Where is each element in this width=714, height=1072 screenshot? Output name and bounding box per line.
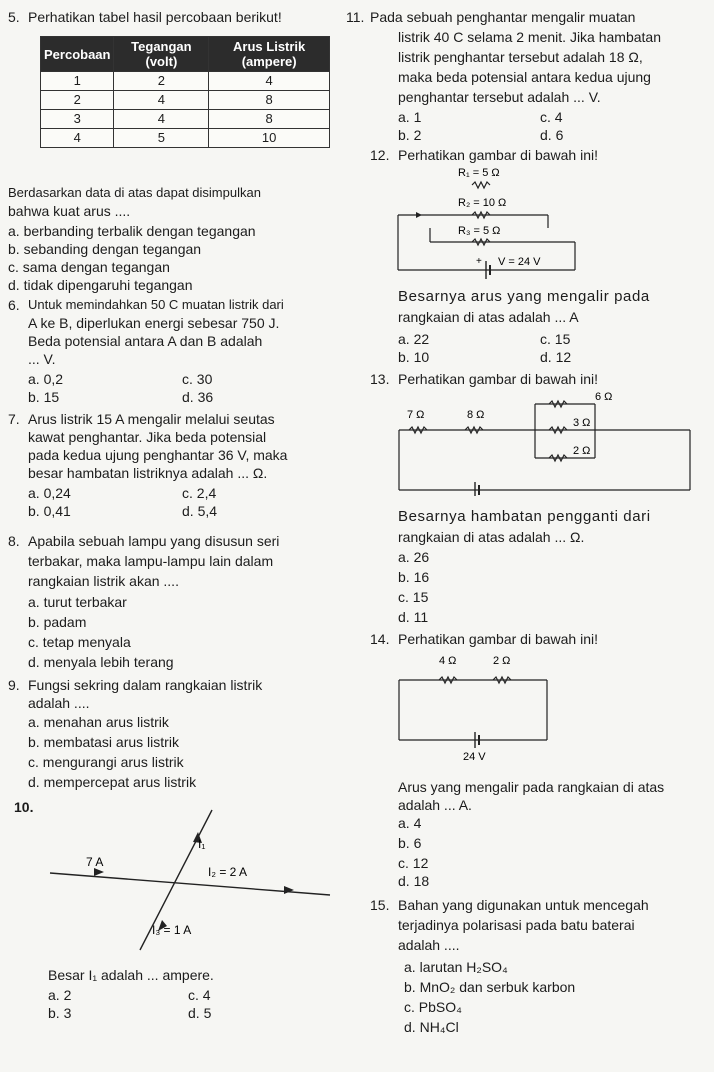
option-c[interactable] (540, 330, 570, 348)
option-a[interactable] (28, 593, 127, 611)
option-key: b. (28, 389, 40, 405)
option-a[interactable] (398, 548, 429, 566)
question-line: penghantar tersebut adalah ... V. (398, 89, 601, 105)
question-line: terjadinya polarisasi pada batu baterai (398, 917, 635, 933)
label-2ohm: 2 Ω (493, 655, 511, 667)
question-line: A ke B, diperlukan energi sebesar 750 J. (28, 315, 280, 331)
option-a[interactable] (398, 814, 421, 832)
option-text: tetap menyala (42, 634, 131, 650)
option-key: c. (404, 999, 415, 1015)
option-d[interactable] (188, 1004, 211, 1022)
option-text: 5 (203, 1005, 212, 1021)
table-cell: 2 (41, 91, 114, 110)
junction-diagram (40, 800, 340, 960)
option-key: a. (398, 109, 410, 125)
label-2ohm: 2 Ω (573, 445, 591, 457)
option-text: MnO₂ dan serbuk karbon (419, 979, 576, 995)
table-cell: 4 (41, 129, 114, 148)
option-b[interactable] (28, 388, 59, 406)
option-key: c. (182, 485, 193, 501)
table-cell: 10 (209, 129, 330, 148)
option-b[interactable] (404, 978, 575, 996)
option-c[interactable] (398, 588, 428, 606)
option-text: padam (43, 614, 87, 630)
option-text: 10 (413, 349, 430, 365)
option-c[interactable] (188, 986, 211, 1004)
option-c[interactable] (182, 370, 212, 388)
question-number: 7. (8, 411, 20, 427)
table-row (41, 129, 330, 148)
table-cell: 8 (209, 110, 330, 129)
question-stem: Perhatikan gambar di bawah ini! (398, 147, 599, 163)
option-c[interactable] (540, 108, 563, 126)
question-line: adalah .... (398, 937, 460, 953)
option-text: 0,24 (43, 485, 71, 501)
option-d[interactable] (540, 126, 563, 144)
table-row (41, 72, 330, 91)
arrow-i2-icon (284, 886, 294, 894)
table-row (41, 110, 330, 129)
option-a[interactable] (398, 108, 421, 126)
option-d[interactable] (398, 608, 428, 626)
label-r1: R₁ = 5 Ω (458, 167, 500, 179)
option-key: d. (28, 654, 40, 670)
option-text: membatasi arus listrik (43, 734, 179, 750)
option-text: berbanding terbalik dengan tegangan (23, 223, 256, 239)
question-stem: Perhatikan gambar di bawah ini! (398, 371, 599, 387)
option-d[interactable] (28, 773, 196, 791)
option-d[interactable] (28, 653, 174, 671)
question-line: pada kedua ujung penghantar 36 V, maka (28, 447, 288, 463)
option-b[interactable] (28, 733, 179, 751)
question-number: 11. (346, 9, 365, 25)
option-text: 26 (413, 549, 430, 565)
question-number: 14. (370, 631, 390, 647)
option-c[interactable] (182, 484, 216, 502)
option-key: d. (182, 389, 194, 405)
header-tegangan: Tegangan (volt) (114, 37, 209, 72)
option-text: 2,4 (196, 485, 217, 501)
label-r2: R₂ = 10 Ω (458, 197, 507, 209)
option-d[interactable] (404, 1018, 459, 1036)
option-key: b. (8, 241, 20, 257)
option-text: 22 (413, 331, 430, 347)
option-key: d. (540, 127, 552, 143)
label-3ohm: 3 Ω (573, 417, 591, 429)
question-line: rangkaian di atas adalah ... Ω. (398, 529, 585, 545)
option-key: b. (398, 349, 410, 365)
option-key: a. (28, 594, 40, 610)
arrow-current-icon (416, 212, 422, 218)
option-text: 12 (555, 349, 572, 365)
circuit-diagram-14 (395, 648, 555, 768)
option-key: a. (404, 959, 416, 975)
question-number: 8. (8, 533, 20, 549)
option-text: mengurangi arus listrik (42, 754, 184, 770)
label-24v: 24 V (463, 751, 486, 763)
option-key: a. (28, 371, 40, 387)
option-text: 0,41 (43, 503, 71, 519)
option-b[interactable] (398, 126, 421, 144)
option-key: b. (398, 569, 410, 585)
option-key: b. (404, 979, 416, 995)
question-line: Berdasarkan data di atas dapat disimpulkan (8, 185, 261, 200)
option-key: a. (398, 549, 410, 565)
question-line: rangkaian listrik akan .... (28, 573, 179, 589)
question-line: Besarnya arus yang mengalir pada (398, 288, 650, 305)
option-key: c. (188, 987, 199, 1003)
option-key: c. (540, 331, 551, 347)
arrow-7a-icon (94, 868, 104, 876)
option-c[interactable] (28, 753, 184, 771)
label-plus: + (476, 256, 482, 267)
table-cell: 2 (114, 72, 209, 91)
table-row (41, 91, 330, 110)
option-key: d. (398, 873, 410, 889)
option-text: 4 (202, 987, 211, 1003)
option-text: 15 (412, 589, 429, 605)
option-key: a. (8, 223, 20, 239)
question-stem: Perhatikan gambar di bawah ini! (398, 631, 599, 647)
option-key: c. (28, 634, 39, 650)
circuit-diagram-13 (395, 386, 695, 496)
option-text: 4 (413, 815, 422, 831)
option-key: a. (28, 485, 40, 501)
option-text: 36 (197, 389, 214, 405)
label-6ohm: 6 Ω (595, 391, 613, 403)
option-text: 1 (413, 109, 422, 125)
question-line: maka beda potensial antara kedua ujung (398, 69, 651, 85)
option-text: 3 (63, 1005, 72, 1021)
question-line: Arus yang mengalir pada rangkaian di atas (398, 779, 665, 795)
table-header-row (41, 37, 330, 72)
option-d[interactable] (182, 388, 213, 406)
table-cell: 3 (41, 110, 114, 129)
question-line: Arus listrik 15 A mengalir melalui seutas (28, 411, 275, 427)
option-text: 6 (413, 835, 422, 851)
option-text: menyala lebih terang (43, 654, 174, 670)
table-cell: 5 (114, 129, 209, 148)
option-key: b. (398, 127, 410, 143)
option-a[interactable] (398, 330, 429, 348)
option-b[interactable] (8, 240, 201, 258)
option-b[interactable] (48, 1004, 71, 1022)
option-key: d. (398, 609, 410, 625)
label-4ohm: 4 Ω (439, 655, 457, 667)
question-line: ... V. (28, 351, 56, 367)
option-d[interactable] (398, 872, 429, 890)
option-b[interactable] (28, 502, 71, 520)
option-key: a. (28, 714, 40, 730)
question-line: listrik penghantar tersebut adalah 18 Ω, (398, 49, 643, 65)
option-b[interactable] (398, 348, 429, 366)
question-line: Bahan yang digunakan untuk mencegah (398, 897, 649, 913)
label-voltage: V = 24 V (498, 256, 541, 268)
option-key: d. (188, 1005, 200, 1021)
option-b[interactable] (28, 613, 86, 631)
table-cell: 8 (209, 91, 330, 110)
question-line: adalah ... A. (398, 797, 472, 813)
option-a[interactable] (8, 222, 256, 240)
question-line: bahwa kuat arus .... (8, 203, 131, 219)
option-key: a. (398, 815, 410, 831)
question-line: kawat penghantar. Jika beda potensial (28, 429, 267, 445)
option-key: c. (182, 371, 193, 387)
option-text: larutan H₂SO₄ (419, 959, 508, 975)
option-key: c. (8, 259, 19, 275)
table-cell: 1 (41, 72, 114, 91)
question-line: Pada sebuah penghantar mengalir muatan (370, 9, 636, 25)
option-text: 11 (413, 609, 429, 625)
question-number: 12. (370, 147, 390, 163)
option-text: 4 (554, 109, 563, 125)
option-text: 16 (413, 569, 430, 585)
option-a[interactable] (48, 986, 71, 1004)
question-number: 6. (8, 297, 20, 313)
table-cell: 4 (114, 91, 209, 110)
question-line: listrik 40 C selama 2 menit. Jika hambatan (398, 29, 661, 45)
label-7ohm: 7 Ω (407, 409, 425, 421)
option-c[interactable] (8, 258, 170, 276)
option-key: c. (28, 754, 39, 770)
option-text: NH₄Cl (419, 1019, 459, 1035)
option-key: d. (540, 349, 552, 365)
option-text: tidak dipengaruhi tegangan (23, 277, 193, 293)
option-key: d. (182, 503, 194, 519)
label-8ohm: 8 Ω (467, 409, 485, 421)
option-a[interactable] (28, 370, 63, 388)
option-text: 0,2 (43, 371, 64, 387)
option-key: c. (540, 109, 551, 125)
option-text: menahan arus listrik (43, 714, 169, 730)
option-key: d. (404, 1019, 416, 1035)
label-r3: R₃ = 5 Ω (458, 225, 501, 237)
option-key: b. (48, 1005, 60, 1021)
question-line: terbakar, maka lampu-lampu lain dalam (28, 553, 274, 569)
question-line: besar hambatan listriknya adalah ... Ω. (28, 465, 268, 481)
header-arus: Arus Listrik (ampere) (209, 37, 330, 72)
label-i3: I₃ = 1 A (152, 923, 192, 937)
option-text: 12 (412, 855, 429, 871)
question-number: 10. (14, 799, 34, 815)
option-text: sama dengan tegangan (22, 259, 170, 275)
option-text: mempercepat arus listrik (43, 774, 197, 790)
option-text: sebanding dengan tegangan (23, 241, 202, 257)
question-line: adalah .... (28, 695, 90, 711)
question-line: Fungsi sekring dalam rangkaian listrik (28, 677, 263, 693)
option-key: c. (398, 855, 409, 871)
option-key: b. (28, 614, 40, 630)
question-line: Apabila sebuah lampu yang disusun seri (28, 533, 280, 549)
option-key: a. (398, 331, 410, 347)
question-line: Besarnya hambatan pengganti dari (398, 508, 651, 525)
data-table (40, 36, 330, 148)
label-i2: I₂ = 2 A (208, 865, 248, 879)
option-c[interactable] (28, 633, 131, 651)
table-cell: 4 (114, 110, 209, 129)
option-text: 18 (413, 873, 430, 889)
question-line: rangkaian di atas adalah ... A (398, 309, 579, 325)
option-text: 5,4 (197, 503, 218, 519)
table-cell: 4 (209, 72, 330, 91)
option-key: a. (48, 987, 60, 1003)
option-a[interactable] (404, 958, 508, 976)
option-b[interactable] (398, 834, 421, 852)
option-c[interactable] (398, 854, 428, 872)
option-b[interactable] (398, 568, 429, 586)
question-line: Untuk memindahkan 50 C muatan listrik dari (28, 297, 284, 312)
option-d[interactable] (540, 348, 571, 366)
option-text: 2 (63, 987, 72, 1003)
option-d[interactable] (182, 502, 217, 520)
option-text: 15 (554, 331, 571, 347)
option-a[interactable] (28, 484, 71, 502)
question-stem: Perhatikan tabel hasil percobaan berikut! (28, 9, 282, 25)
option-text: PbSO₄ (418, 999, 462, 1015)
circuit-diagram-12 (390, 160, 590, 280)
question-number: 15. (370, 897, 390, 913)
question-line: Beda potensial antara A dan B adalah (28, 333, 263, 349)
option-text: 6 (555, 127, 564, 143)
option-key: c. (398, 589, 409, 605)
question-number: 9. (8, 677, 20, 693)
question-stem: Besar I₁ adalah ... ampere. (48, 967, 214, 983)
option-key: d. (28, 774, 40, 790)
option-key: b. (28, 503, 40, 519)
option-text: 2 (413, 127, 422, 143)
header-percobaan: Percobaan (41, 37, 114, 72)
option-text: turut terbakar (43, 594, 127, 610)
option-key: b. (28, 734, 40, 750)
resistor-r1-icon (472, 182, 490, 188)
option-key: b. (398, 835, 410, 851)
option-key: d. (8, 277, 20, 293)
option-d[interactable] (8, 276, 193, 294)
option-text: 15 (43, 389, 60, 405)
question-number: 5. (8, 9, 20, 25)
label-7a: 7 A (86, 855, 104, 869)
label-i1: I₁ (198, 837, 206, 851)
question-number: 13. (370, 371, 390, 387)
option-text: 30 (196, 371, 213, 387)
option-c[interactable] (404, 998, 462, 1016)
option-a[interactable] (28, 713, 169, 731)
